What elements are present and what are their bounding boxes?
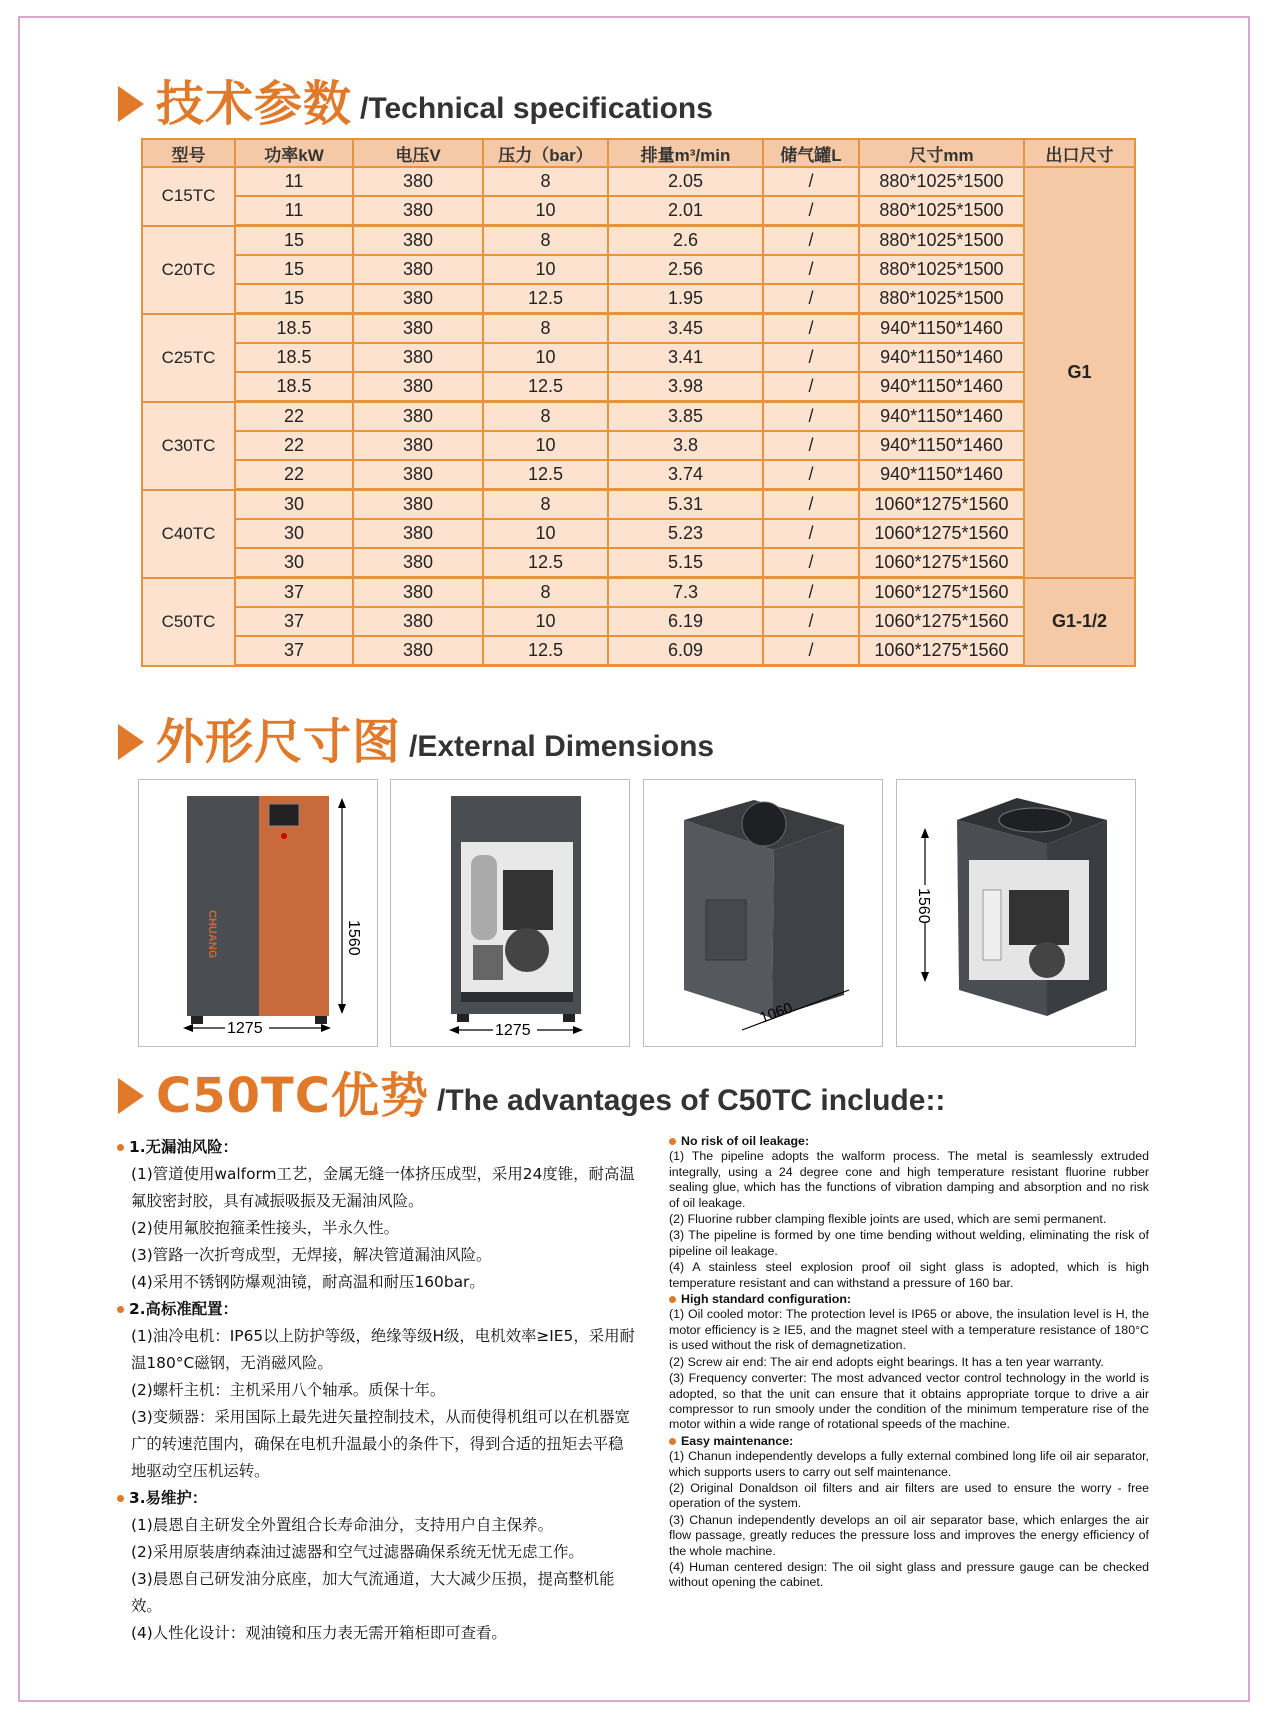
table-cell: / [763,460,859,490]
advantage-item: (1) Chanun independently develops a fully external combined long life oil air separator, which supports users to carry out self maintenance. [669,1449,1149,1479]
table-cell: 380 [353,314,483,344]
table-cell: 37 [235,607,353,636]
advantage-item: (3)管路一次折弯成型，无焊接，解决管道漏油风险。 [131,1246,492,1264]
table-cell: 3.85 [608,402,763,432]
bullet-icon [117,1306,124,1313]
outlet-size-cell: G1 [1024,167,1135,578]
table-row [142,460,1135,490]
advantage-item: (4) A stainless steel explosion proof oil sight glass is adopted, which is high temperature resistant and can withstand a pressure of 160 bar. [669,1260,1149,1290]
advantage-item: (3)变频器：采用国际上最先进矢量控制技术，从而使得机组可以在机器宽广的转速范围内，确保在电机升温最小的条件下，得到合适的扭矩去平稳地驱动空压机运转。 [131,1408,630,1480]
table-cell: 1060*1275*1560 [859,519,1024,548]
advantage-section-title [117,1134,637,1161]
table-cell: 18.5 [235,372,353,402]
table-row [142,343,1135,372]
dims-title-cn: 外形尺寸图 [156,714,402,770]
section-title-text: High standard configuration: [681,1292,852,1307]
advantage-item: (2) Fluorine rubber clamping flexible joints are used, which are semi permanent. [669,1212,1107,1227]
table-cell: 10 [483,196,608,226]
advantage-section-title [669,1434,1149,1449]
table-cell: 1060*1275*1560 [859,636,1024,666]
table-cell: 940*1150*1460 [859,460,1024,490]
table-cell: 10 [483,519,608,548]
advantage-section-title [117,1296,637,1323]
table-cell: 8 [483,167,608,196]
table-cell: 12.5 [483,372,608,402]
table-cell: 10 [483,431,608,460]
width-label: 1275 [227,1020,263,1037]
table-cell: 37 [235,636,353,666]
table-cell: 1060*1275*1560 [859,607,1024,636]
table-cell: / [763,314,859,344]
table-cell: 3.8 [608,431,763,460]
advantage-section-title [669,1292,1149,1307]
table-cell: 18.5 [235,343,353,372]
table-cell: 15 [235,284,353,314]
table-cell: 8 [483,578,608,608]
advantage-section-title [117,1485,637,1512]
table-header-cell: 尺寸mm [859,139,1024,167]
table-cell: 6.19 [608,607,763,636]
dimension-image-rear [643,779,883,1047]
table-cell: 22 [235,460,353,490]
advantage-item: (1)油冷电机：IP65以上防护等级，绝缘等级H级，电机效率≥IE5，采用耐温180°C磁钢，无消磁风险。 [131,1327,635,1372]
advantages-en-column [669,1134,1149,1592]
table-cell: 380 [353,226,483,256]
model-cell: C15TC [142,167,235,226]
advantage-item: (4)采用不锈钢防爆观油镜，耐高温和耐压160bar。 [131,1273,485,1291]
bullet-icon [669,1138,676,1145]
table-header-cell: 储气罐L [763,139,859,167]
dims-title-en: /External Dimensions [409,730,715,763]
table-cell: 6.09 [608,636,763,666]
bullet-icon [669,1438,676,1445]
table-cell: 8 [483,314,608,344]
bullet-icon [117,1495,124,1502]
model-cell: C25TC [142,314,235,402]
table-cell: 22 [235,402,353,432]
advantage-item: (4)人性化设计：观油镜和压力表无需开箱柜即可查看。 [131,1624,507,1642]
table-cell: 30 [235,519,353,548]
table-cell: 380 [353,548,483,578]
heading-arrow-icon [118,86,144,122]
table-cell: / [763,490,859,520]
table-cell: 37 [235,578,353,608]
table-cell: 1060*1275*1560 [859,490,1024,520]
table-cell: / [763,636,859,666]
advantages-cn-column [117,1134,637,1647]
table-cell: 380 [353,578,483,608]
table-cell: / [763,196,859,226]
table-cell: / [763,372,859,402]
table-row [142,372,1135,402]
heading-arrow-icon [118,1078,144,1114]
dimension-image-open-front [390,779,630,1047]
table-cell: 15 [235,226,353,256]
table-cell: / [763,255,859,284]
table-cell: 380 [353,343,483,372]
table-header-cell: 排量m³/min [608,139,763,167]
table-cell: 380 [353,460,483,490]
table-cell: 18.5 [235,314,353,344]
table-cell: 380 [353,519,483,548]
advantage-item: (1)管道使用walform工艺，金属无缝一体挤压成型，采用24度锥，耐高温氟胶密封胶，具有减振吸振及无漏油风险。 [131,1165,635,1210]
advantage-item: (3) The pipeline is formed by one time bending without welding, eliminating the risk of pipeline oil leakage. [669,1228,1149,1258]
table-row [142,196,1135,226]
table-cell: 380 [353,196,483,226]
advantage-item: (1) Oil cooled motor: The protection level is IP65 or above, the insulation level is H, the motor efficiency is ≥ IE5, and the magnet steel with a temperature resistance of 180°C is used without the risk of demagnetization. [669,1307,1149,1353]
table-row [142,607,1135,636]
table-cell: 380 [353,255,483,284]
brand-logo-text: CHUANG [206,910,218,959]
bullet-icon [669,1296,676,1303]
table-cell: 5.15 [608,548,763,578]
table-cell: 880*1025*1500 [859,196,1024,226]
table-cell: 380 [353,431,483,460]
table-row [142,519,1135,548]
table-header-cell: 型号 [142,139,235,167]
table-cell: 2.6 [608,226,763,256]
model-cell: C50TC [142,578,235,666]
table-cell: 940*1150*1460 [859,372,1024,402]
table-cell: 15 [235,255,353,284]
heading-arrow-icon [118,724,144,760]
height-label: 1560 [915,888,932,924]
table-body [142,167,1135,666]
table-cell: 380 [353,636,483,666]
table-row [142,314,1135,344]
bullet-icon [117,1144,124,1151]
adv-title-cn: C50TC优势 [156,1068,429,1124]
section-title-text: 2.高标准配置： [129,1300,238,1318]
specs-title-cn: 技术参数 [156,76,353,132]
dims-heading [118,714,715,770]
table-cell: / [763,167,859,196]
table-header-row [142,139,1135,167]
table-cell: / [763,548,859,578]
table-cell: 8 [483,402,608,432]
table-cell: 8 [483,226,608,256]
section-title-text: No risk of oil leakage: [681,1134,810,1148]
table-cell: 880*1025*1500 [859,255,1024,284]
table-cell: 10 [483,255,608,284]
table-cell: 30 [235,548,353,578]
table-cell: 3.45 [608,314,763,344]
table-cell: 1060*1275*1560 [859,578,1024,608]
table-cell: 940*1150*1460 [859,314,1024,344]
table-cell: 5.31 [608,490,763,520]
specs-title-en: /Technical specifications [360,92,713,125]
depth-label: 1060 [757,999,795,1027]
advantage-item: (2) Original Donaldson oil filters and air filters are used to ensure the worry - free operation of the system. [669,1480,1149,1511]
advantage-item: (3) Frequency converter: The most advanced vector control technology in the world is adopted, so that the unit can ensure that it obtains appropriate torque to drive a air compressor to run smooly under the condition of the minimum temperature rise of the motor within a wide range of rotational speeds of the machine. [669,1371,1149,1432]
table-cell: 880*1025*1500 [859,226,1024,256]
table-cell: 8 [483,490,608,520]
table-row [142,490,1135,520]
table-cell: 12.5 [483,548,608,578]
table-cell: 880*1025*1500 [859,284,1024,314]
table-cell: / [763,431,859,460]
spec-table [141,138,1136,667]
table-cell: 940*1150*1460 [859,431,1024,460]
height-label: 1560 [345,920,362,956]
width-label: 1275 [495,1022,531,1039]
table-cell: 11 [235,196,353,226]
outlet-size-cell: G1-1/2 [1024,578,1135,666]
advantage-item: (3)晨恩自己研发油分底座，加大气流通道，大大减少压损，提高整机能效。 [131,1570,615,1615]
table-row [142,548,1135,578]
table-row [142,284,1135,314]
table-cell: 11 [235,167,353,196]
table-cell: 3.74 [608,460,763,490]
table-cell: 1060*1275*1560 [859,548,1024,578]
specs-heading [118,76,713,132]
model-cell: C40TC [142,490,235,578]
advantage-item: (1) The pipeline adopts the walform process. The metal is seamlessly extruded integrally, using a 24 degree cone and high temperature resistant fluorine rubber sealing glue, which has the functions of vibration damping and absorption and no risk of oil leakage. [669,1149,1149,1210]
advantage-item: (2)使用氟胶抱箍柔性接头，半永久性。 [131,1219,400,1237]
advantage-item: (4) Human centered design: The oil sight glass and pressure gauge can be checked without opening the cabinet. [669,1559,1149,1590]
table-header-cell: 出口尺寸 [1024,139,1135,167]
table-cell: 380 [353,607,483,636]
table-row [142,167,1135,196]
table-cell: / [763,402,859,432]
advantage-section-title [669,1134,1149,1149]
advantage-item: (3) Chanun independently develops an oil air separator base, which enlarges the air flow passage, greatly reduces the pressure loss and improves the energy efficiency of the whole machine. [669,1512,1149,1558]
advantage-item: (2)螺杆主机：主机采用八个轴承。质保十年。 [131,1381,446,1399]
table-cell: 22 [235,431,353,460]
table-cell: 940*1150*1460 [859,402,1024,432]
table-cell: / [763,578,859,608]
advantage-item: (1)晨恩自主研发全外置组合长寿命油分，支持用户自主保养。 [131,1516,553,1534]
section-title-text: Easy maintenance: [681,1433,794,1448]
dimension-image-open-rear [896,779,1136,1047]
adv-heading [118,1068,946,1124]
table-row [142,402,1135,432]
adv-title-en: /The advantages of C50TC include:: [437,1084,946,1117]
table-cell: 2.05 [608,167,763,196]
table-cell: 5.23 [608,519,763,548]
section-title-text: 1.无漏油风险： [129,1138,238,1156]
table-cell: 12.5 [483,460,608,490]
table-row [142,431,1135,460]
table-cell: 2.01 [608,196,763,226]
dimension-image-front [138,779,378,1047]
table-cell: 12.5 [483,284,608,314]
table-cell: 940*1150*1460 [859,343,1024,372]
table-cell: 380 [353,167,483,196]
table-cell: 3.41 [608,343,763,372]
table-cell: 3.98 [608,372,763,402]
table-row [142,255,1135,284]
table-cell: / [763,284,859,314]
table-cell: / [763,519,859,548]
table-cell: 380 [353,490,483,520]
model-cell: C30TC [142,402,235,490]
table-cell: 1.95 [608,284,763,314]
table-cell: 12.5 [483,636,608,666]
table-cell: 380 [353,372,483,402]
table-cell: / [763,607,859,636]
table-cell: 10 [483,343,608,372]
section-title-text: 3.易维护： [129,1489,208,1507]
model-cell: C20TC [142,226,235,314]
table-row [142,636,1135,666]
table-row [142,226,1135,256]
table-cell: 380 [353,402,483,432]
table-header-cell: 功率kW [235,139,353,167]
advantage-item: (2)采用原装唐纳森油过滤器和空气过滤器确保系统无忧无虑工作。 [131,1543,584,1561]
table-cell: 7.3 [608,578,763,608]
table-cell: 2.56 [608,255,763,284]
table-cell: 30 [235,490,353,520]
table-header-cell: 电压V [353,139,483,167]
table-header-cell: 压力（bar） [483,139,608,167]
table-cell: / [763,226,859,256]
table-cell: / [763,343,859,372]
table-row [142,578,1135,608]
table-cell: 10 [483,607,608,636]
table-cell: 880*1025*1500 [859,167,1024,196]
table-cell: 380 [353,284,483,314]
advantage-item: (2) Screw air end: The air end adopts eight bearings. It has a ten year warranty. [669,1354,1104,1369]
